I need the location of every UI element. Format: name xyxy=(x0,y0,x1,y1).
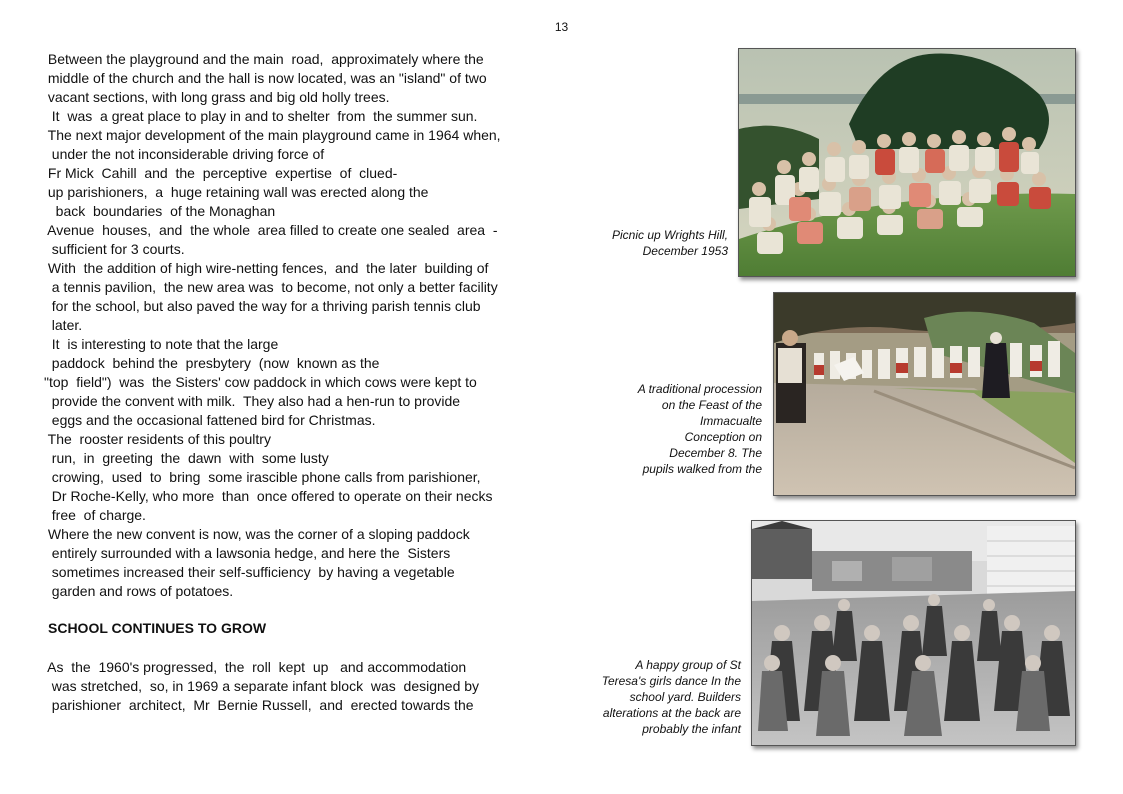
photo-picnic xyxy=(738,48,1076,277)
text-line: sometimes increased their self-sufficiency by having a vegetable xyxy=(44,564,455,580)
main-text xyxy=(44,50,554,601)
text-line: Between the playground and the main road, approximately where the xyxy=(44,51,484,67)
text-line: vacant sections, with long grass and big old holly trees. xyxy=(44,89,390,105)
caption-line: probably the infant xyxy=(642,722,741,736)
caption-line: on the Feast of the xyxy=(661,398,762,412)
text-line: crowing, used to bring some irascible phone calls from parishioner, xyxy=(44,469,481,485)
caption-line: A happy group of St xyxy=(635,658,741,672)
text-line: run, in greeting the dawn with some lusty xyxy=(44,450,329,466)
text-line: parishioner architect, Mr Bernie Russell, and erected towards the xyxy=(44,697,474,713)
text-line: The rooster residents of this poultry xyxy=(44,431,271,447)
caption-line: alterations at the back are xyxy=(602,706,741,720)
caption-line: December 1953 xyxy=(642,244,728,258)
text-line: provide the convent with milk. They also had a hen-run to provide xyxy=(44,393,461,409)
text-line: under the not inconsiderable driving force of xyxy=(44,146,325,162)
text-line: As the 1960's progressed, the roll kept up and accommodation xyxy=(44,659,467,675)
caption-line: Teresa's girls dance In the xyxy=(601,674,741,688)
caption-line: A traditional procession xyxy=(637,382,762,396)
section-heading: SCHOOL CONTINUES TO GROW xyxy=(48,620,267,636)
text-line: eggs and the occasional fattened bird for Christmas. xyxy=(44,412,376,428)
page-number: 13 xyxy=(554,20,569,34)
text-line: free of charge. xyxy=(44,507,146,523)
text-line: Where the new convent is now, was the corner of a sloping paddock xyxy=(44,526,470,542)
text-line: Avenue houses, and the whole area filled to create one sealed area - xyxy=(44,222,498,238)
text-line: sufficient for 3 courts. xyxy=(44,241,185,257)
text-line: garden and rows of potatoes. xyxy=(44,583,234,599)
text-line: The next major development of the main playground came in 1964 when, xyxy=(44,127,501,143)
photo-caption-dance xyxy=(570,657,741,737)
text-line: paddock behind the presbytery (now known as the xyxy=(44,355,380,371)
caption-line: pupils walked from the xyxy=(642,462,762,476)
text-line: for the school, but also paved the way for a thriving parish tennis club xyxy=(44,298,481,314)
text-line: With the addition of high wire-netting fences, and the later building of xyxy=(44,260,489,276)
caption-line: Picnic up Wrights Hill, xyxy=(611,228,728,242)
text-line: "top field") was the Sisters' cow paddock in which cows were kept to xyxy=(44,374,477,390)
text-line: was stretched, so, in 1969 a separate infant block was designed by xyxy=(44,678,480,694)
caption-line: Conception on xyxy=(684,430,762,444)
text-line: Dr Roche-Kelly, who more than once offered to operate on their necks xyxy=(44,488,493,504)
photo-dance xyxy=(751,520,1076,746)
text-line: a tennis pavilion, the new area was to become, not only a better facility xyxy=(44,279,498,295)
text-line: up parishioners, a huge retaining wall was erected along the xyxy=(44,184,429,200)
caption-line: school yard. Builders xyxy=(629,690,741,704)
text-line: It was a great place to play in and to shelter from the summer sun. xyxy=(44,108,478,124)
text-line: back boundaries of the Monaghan xyxy=(44,203,276,219)
text-line: later. xyxy=(44,317,83,333)
text-line: Fr Mick Cahill and the perceptive expertise of clued- xyxy=(44,165,398,181)
caption-line: Immacualte xyxy=(699,414,762,428)
text-line: It is interesting to note that the large xyxy=(44,336,279,352)
main-text-continued xyxy=(44,658,554,715)
text-line: entirely surrounded with a lawsonia hedge, and here the Sisters xyxy=(44,545,451,561)
caption-line: December 8. The xyxy=(669,446,762,460)
text-line: middle of the church and the hall is now located, was an "island" of two xyxy=(44,70,487,86)
photo-procession xyxy=(773,292,1076,496)
photo-caption-procession xyxy=(600,381,762,477)
photo-caption-picnic xyxy=(580,227,728,259)
